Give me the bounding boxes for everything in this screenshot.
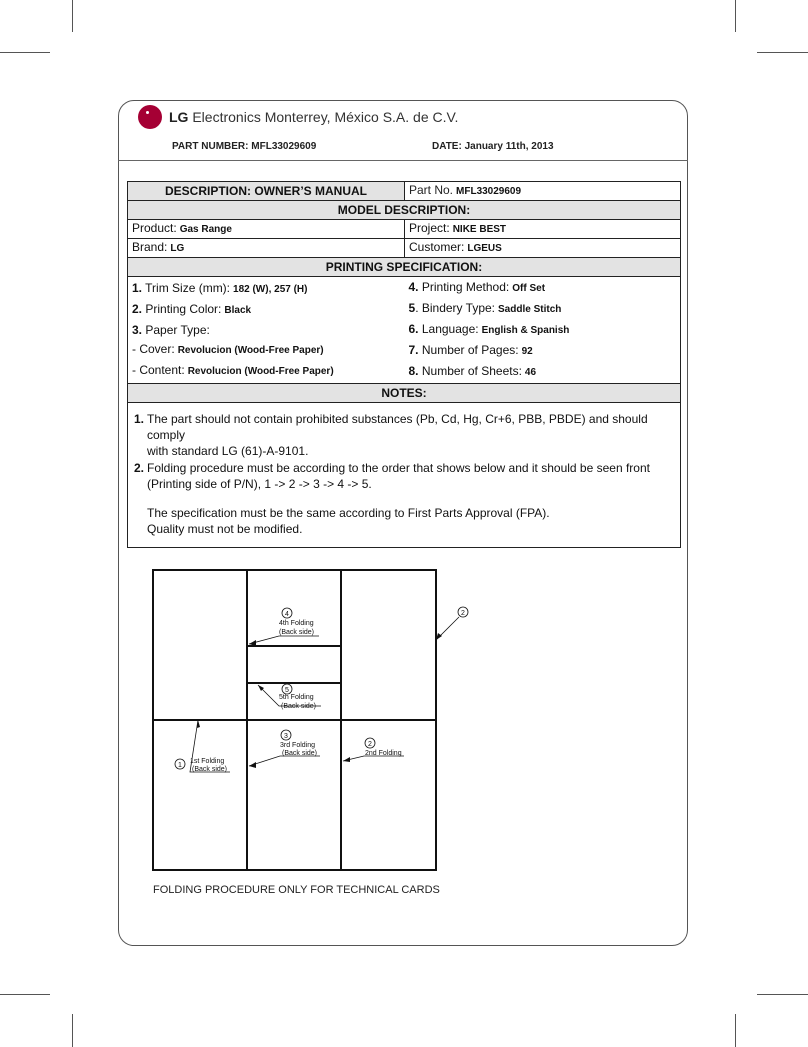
spec-item: - Content: Revolucion (Wood-Free Paper) bbox=[132, 363, 334, 377]
note-paragraph: Quality must not be modified. bbox=[147, 522, 303, 536]
notes-heading: NOTES: bbox=[128, 384, 681, 403]
crop-mark bbox=[72, 1014, 73, 1047]
spec-item: 1. Trim Size (mm): 182 (W), 257 (H) bbox=[132, 281, 308, 295]
callout-label: 5th Folding bbox=[279, 694, 314, 701]
header-divider bbox=[118, 160, 688, 161]
spec-item: 2. Printing Color: Black bbox=[132, 302, 252, 316]
crop-mark bbox=[757, 52, 808, 53]
callout-number-2: 2 bbox=[461, 610, 465, 617]
callout-number-2: 2 bbox=[368, 741, 372, 748]
folding-diagram-svg bbox=[140, 560, 480, 880]
spec-item: 6. Language: English & Spanish bbox=[408, 322, 570, 336]
crop-mark bbox=[757, 994, 808, 995]
spec-item: 5. Bindery Type: Saddle Stitch bbox=[408, 301, 562, 315]
callout-label: (Back side) bbox=[281, 703, 317, 710]
note-item: 2. Folding procedure must be according to the order that shows below and it should be seen front bbox=[134, 461, 650, 475]
spec-table bbox=[127, 181, 681, 548]
note-item: 1. The part should not contain prohibited substances (Pb, Cd, Hg, Cr+6, PBB, PBDE) and should comply bbox=[134, 412, 648, 442]
part-no-cell: Part No. MFL33029609 bbox=[405, 182, 681, 201]
callout-number-1: 1 bbox=[178, 762, 182, 769]
spec-item: 3. Paper Type: bbox=[132, 323, 210, 337]
spec-item: 7. Number of Pages: 92 bbox=[408, 343, 533, 357]
spec-left-column bbox=[128, 277, 405, 384]
spec-item: 4. Printing Method: Off Set bbox=[408, 280, 546, 294]
leader-4 bbox=[249, 636, 319, 644]
part-number-header: PART NUMBER: MFL33029609 bbox=[172, 141, 317, 152]
project-cell: Project: NIKE BEST bbox=[405, 220, 681, 239]
spec-item: 8. Number of Sheets: 46 bbox=[408, 364, 537, 378]
callout-number-4: 4 bbox=[285, 611, 289, 618]
callout-label: (Back side) bbox=[192, 766, 228, 773]
callout-label: 3rd Folding bbox=[280, 742, 316, 749]
spec-item: - Cover: Revolucion (Wood-Free Paper) bbox=[132, 342, 324, 356]
folding-diagram bbox=[140, 560, 480, 880]
date-header: DATE: January 11th, 2013 bbox=[432, 141, 554, 152]
callout-label: 1st Folding bbox=[190, 758, 225, 765]
arrowhead bbox=[343, 757, 350, 762]
product-cell: Product: Gas Range bbox=[128, 220, 405, 239]
crop-mark bbox=[735, 1014, 736, 1047]
arrowhead bbox=[249, 762, 256, 768]
brand-cell: Brand: LG bbox=[128, 239, 405, 258]
description-cell: DESCRIPTION: OWNER’S MANUAL bbox=[128, 182, 405, 201]
crop-mark bbox=[735, 0, 736, 32]
crop-mark bbox=[72, 0, 73, 32]
company-title: LG Electronics Monterrey, México S.A. de C.V. bbox=[169, 109, 459, 125]
crop-mark bbox=[0, 994, 50, 995]
lg-logo-icon bbox=[138, 105, 162, 129]
callout-label: 2nd Folding bbox=[365, 750, 402, 757]
crop-mark bbox=[0, 52, 50, 53]
callout-label: (Back side) bbox=[282, 750, 318, 757]
diagram-caption: FOLDING PROCEDURE ONLY FOR TECHNICAL CARDS bbox=[153, 884, 440, 896]
leader-3 bbox=[249, 756, 320, 766]
notes-body bbox=[128, 403, 681, 548]
callout-label: (Back side) bbox=[279, 629, 315, 636]
callout-number-5: 5 bbox=[285, 687, 289, 694]
note-continuation: (Printing side of P/N), 1 -> 2 -> 3 -> 4 -> 5. bbox=[147, 477, 372, 491]
company-header bbox=[138, 104, 458, 130]
note-paragraph: The specification must be the same according to First Parts Approval (FPA). bbox=[147, 506, 550, 520]
printing-spec-heading: PRINTING SPECIFICATION: bbox=[128, 258, 681, 277]
callout-number-3: 3 bbox=[284, 733, 288, 740]
model-description-heading: MODEL DESCRIPTION: bbox=[128, 201, 681, 220]
spec-right-column bbox=[405, 277, 681, 384]
customer-cell: Customer: LGEUS bbox=[405, 239, 681, 258]
callout-label: 4th Folding bbox=[279, 620, 314, 627]
note-continuation: with standard LG (61)-A-9101. bbox=[147, 444, 309, 458]
